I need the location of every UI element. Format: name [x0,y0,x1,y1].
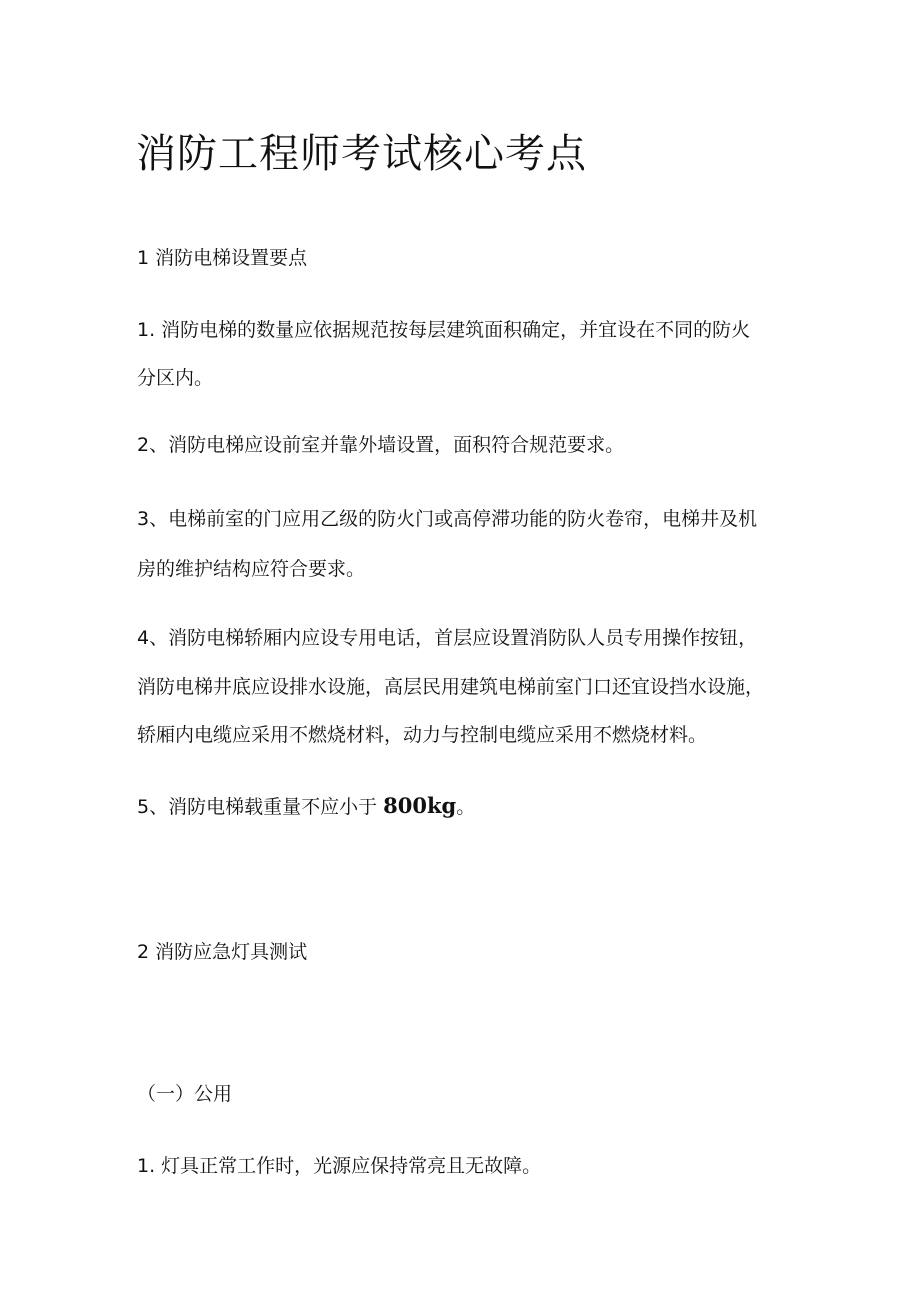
paragraph-item5 [137,794,475,819]
paragraph-item4-line1: 4、消防电梯轿厢内应设专用电话，首层应设置消防队人员专用操作按钮， [137,627,758,649]
document-title: 消防工程师考试核心考点 [136,131,587,177]
subheading-general: （一）公用 [137,1083,233,1105]
paragraph-item4-line3: 轿厢内电缆应采用不燃烧材料，动力与控制电缆应采用不燃烧材料。 [137,724,708,746]
paragraph-item3-line1: 3、电梯前室的门应用乙级的防火门或高停滞功能的防火卷帘，电梯井及机 [137,508,758,530]
paragraph-item1-line2: 分区内。 [137,367,214,389]
paragraph-item1-line1: 1. 消防电梯的数量应依据规范按每层建筑面积确定，并宜设在不同的防火 [137,319,751,341]
paragraph-item3-line2: 房的维护结构应符合要求。 [137,558,366,580]
section-heading-emergency-lighting: 2 消防应急灯具测试 [137,941,308,963]
section-heading-elevator: 1 消防电梯设置要点 [137,247,308,269]
item5-load-value: 800kg [383,793,457,818]
paragraph-item2: 2、消防电梯应设前室并靠外墙设置，面积符合规范要求。 [137,434,625,456]
paragraph-item4-line2: 消防电梯井底应设排水设施，高层民用建筑电梯前室门口还宜设挡水设施， [137,676,765,698]
item5-prefix: 5、消防电梯载重量不应小于 [137,796,384,818]
item5-suffix: 。 [456,796,476,818]
paragraph-lighting-item1: 1. 灯具正常工作时，光源应保持常亮且无故障。 [137,1155,542,1177]
